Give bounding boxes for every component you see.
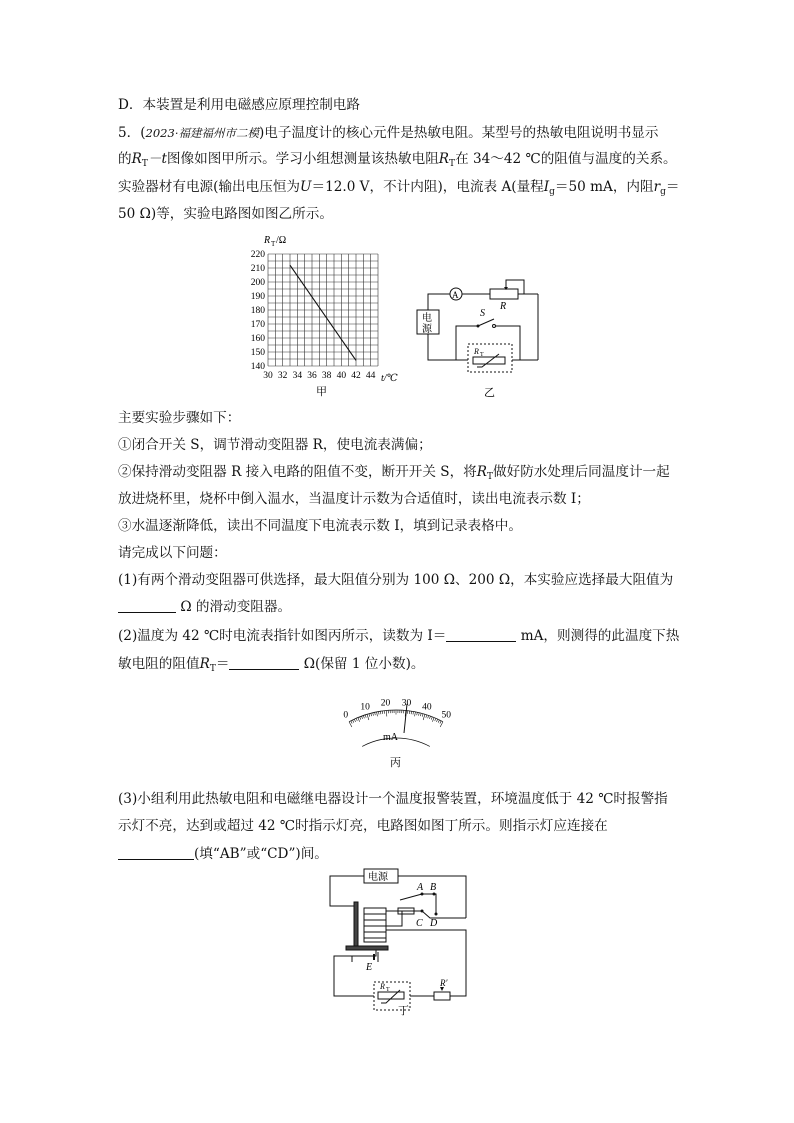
question-5-line-4: 50 Ω)等，实验电路图如图乙所示。 (118, 206, 333, 222)
svg-text:D: D (430, 918, 438, 929)
svg-text:电: 电 (422, 313, 432, 324)
question-5-line-3: 实验器材有电源(输出电压恒为U＝12.0 V，不计内阻)，电流表 A(量程$I_g=50$ mA，内阻$r_g=$ (118, 179, 680, 197)
x-tick-label: 40 (336, 371, 347, 381)
step-2-line-1: ②保持滑动变阻器 R 接入电路的阻值不变，断开开关 S，将$R_T$做好防水处理后同温度计一起 (118, 464, 670, 482)
y-tick-label: 210 (250, 264, 265, 274)
meter-tick (378, 712, 379, 715)
question-text: )电子温度计的核心元件是热敏电阻。某型号的热敏电阻说明书显示 (258, 125, 659, 141)
x-tick-labels (263, 371, 375, 381)
q3-line-3: (填“AB”或“CD”)间。 (118, 841, 678, 867)
svg-text:R′: R′ (440, 978, 448, 988)
caption-yi: 乙 (484, 387, 495, 399)
x-tick-label: 34 (292, 371, 303, 381)
meter-tick (377, 712, 378, 716)
x-tick-label: 38 (321, 371, 332, 381)
svg-text:A: A (452, 290, 459, 300)
svg-text:R: R (380, 982, 385, 991)
meter-scale-label: 40 (422, 702, 432, 713)
svg-text:/Ω: /Ω (276, 235, 287, 246)
data-line (290, 265, 356, 360)
meter-tick (436, 719, 437, 722)
q1-line-1: (1)有两个滑动变阻器可供选择，最大阻值分别为 100 Ω、200 Ω，本实验应选择最大阻值为 (118, 572, 674, 588)
q1-line-2: Ω 的滑动变阻器。 (118, 594, 678, 620)
question-source: 2023·福建福州市二模 (145, 126, 259, 140)
answer-blank-4[interactable] (118, 844, 194, 860)
graph-grid (268, 254, 378, 366)
y-tick-label: 170 (250, 320, 265, 330)
meter-tick (367, 714, 369, 720)
y-tick-labels (251, 250, 266, 372)
meter-tick (413, 712, 414, 715)
answer-blank-2[interactable] (446, 626, 516, 642)
y-tick-label: 200 (250, 278, 265, 288)
circuit-ding (326, 866, 476, 1016)
meter-tick (422, 714, 423, 717)
q3-line-2: 示灯不亮，达到或超过 42 ℃时指示灯亮，电路图如图丁所示。则指示灯应连接在 (118, 818, 608, 834)
caption-ding: 丁 (398, 1005, 409, 1016)
step-3: ③水温逐渐降低，读出不同温度下电流表示数 I，填到记录表格中。 (118, 518, 522, 534)
x-axis-label: t/℃ (381, 373, 398, 384)
x-tick-label: 36 (307, 371, 317, 381)
step-1: ①闭合开关 S，调节滑动变阻器 R，使电流表满偏； (118, 437, 432, 453)
meter-tick (360, 717, 361, 720)
caption-jia: 甲 (316, 386, 327, 398)
meter-tick (415, 712, 416, 716)
y-tick-label: 190 (250, 292, 265, 302)
meter-tick (371, 713, 372, 716)
meter-tick (356, 718, 357, 721)
x-tick-label: 32 (277, 371, 288, 381)
answer-blank-1[interactable] (118, 597, 176, 613)
meter-bing (326, 690, 466, 772)
y-axis-label: R (264, 235, 271, 246)
meter-scale-label: 30 (401, 698, 412, 709)
steps-title: 主要实验步骤如下： (118, 410, 241, 426)
meter-tick (440, 721, 441, 724)
y-tick-label: 220 (250, 250, 265, 260)
meter-tick (417, 712, 418, 715)
step-2-line-2: 放进烧杯里，烧杯中倒入温水，当温度计示数为合适值时，读出电流表示数 I； (118, 491, 590, 507)
svg-text:T: T (480, 352, 484, 358)
x-tick-label: 42 (351, 371, 361, 381)
svg-text:电源: 电源 (368, 872, 388, 883)
meter-tick (419, 713, 420, 716)
thermistor (473, 357, 505, 364)
meter-tick (423, 714, 425, 720)
svg-text:源: 源 (422, 324, 432, 335)
rheostat (490, 289, 518, 299)
meter-tick (438, 720, 439, 723)
graph-jia (238, 232, 408, 402)
x-tick-label: 30 (263, 371, 273, 381)
meter-tick (429, 716, 430, 719)
meter-tick (386, 710, 387, 716)
meter-tick (365, 715, 366, 718)
y-tick-label: 140 (250, 362, 265, 372)
meter-tick (435, 718, 436, 721)
meter-tick (375, 712, 376, 715)
meter-tick (354, 719, 355, 722)
meter-tick (358, 718, 360, 722)
svg-text:R: R (474, 347, 479, 356)
option-d: D．本装置是利用电磁感应原理控制电路 (118, 97, 360, 113)
meter-tick (362, 716, 363, 719)
q2-line-2: 敏电阻的阻值$R_T= \Omega$(保留 1 位小数)。 (118, 656, 425, 674)
meter-tick (363, 715, 364, 718)
svg-text:R: R (500, 301, 507, 312)
y-tick-label: 180 (250, 306, 265, 316)
q3-line-1: (3)小组利用此热敏电阻和电磁继电器设计一个温度报警装置，环境温度低于 42 ℃时报警指 (118, 791, 668, 807)
meter-tick (353, 720, 354, 723)
y-tick-label: 160 (250, 334, 265, 344)
question-5-line-1 (118, 120, 678, 146)
svg-text:T: T (386, 987, 390, 993)
meter-scale-label: 50 (441, 710, 451, 721)
meter-tick (428, 715, 429, 718)
y-tick-label: 150 (250, 348, 265, 358)
svg-text:C: C (416, 918, 423, 929)
meter-scale-label: 10 (360, 702, 370, 713)
ask-heading: 请完成以下问题： (118, 545, 227, 561)
svg-text:B: B (430, 882, 437, 893)
x-tick-label: 44 (365, 371, 376, 381)
circuit-yi (410, 276, 550, 400)
svg-text:E: E (366, 962, 373, 973)
svg-text:A: A (417, 882, 424, 893)
meter-tick (351, 721, 352, 724)
svg-text:T: T (271, 240, 276, 248)
meter-tick (432, 718, 434, 722)
meter-scale-label: 20 (380, 698, 391, 709)
caption-bing: 丙 (390, 757, 401, 769)
svg-text:S: S (480, 308, 485, 319)
switch-s (478, 319, 494, 326)
meter-tick (420, 713, 421, 716)
meter-tick (369, 714, 370, 717)
q2-line-1: (2)温度为 42 ℃时电流表指针如图丙所示，读数为 I＝ mA，则测得的此温度下热 (118, 628, 680, 644)
answer-blank-3[interactable] (229, 654, 299, 670)
meter-scale-label: 0 (343, 710, 349, 721)
electromagnet (364, 908, 386, 942)
question-5-line-2: 的$R_T-t$图像如图甲所示。学习小组想测量该热敏电阻$R_T$在 34～42 ℃的阻值与温度的关系。 (118, 151, 677, 169)
meter-tick (373, 713, 374, 716)
meter-tick (431, 717, 432, 720)
meter-unit: mA (383, 732, 398, 743)
question-number: 5．( (118, 125, 146, 141)
meter-tick (426, 715, 427, 718)
